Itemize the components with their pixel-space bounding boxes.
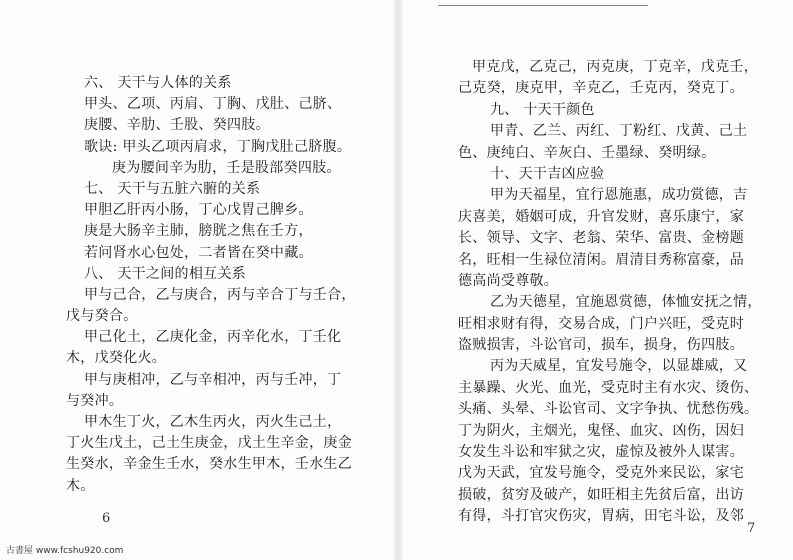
section-heading: 九、 十天干颜色 (490, 101, 595, 118)
left-page-text (66, 73, 384, 497)
text-line: 若问肾水心包处，二者皆在癸中藏。 (84, 244, 313, 261)
section-heading: 十、天干吉凶应验 (490, 165, 605, 182)
text-line: 甲与庚相冲，乙与辛相冲，丙与壬冲，丁 (84, 371, 342, 388)
text-line: 德高尚受尊敬。 (458, 272, 559, 289)
text-line: 名，旺相一生禄位清闲。眉清目秀称富豪，品 (458, 251, 744, 268)
text-line: 丁火生戊土，己土生庚金，戊土生辛金，庚金 (66, 435, 352, 452)
text-line: 有得，斗打官灾伤灾，胃病，田宅斗讼，及邻 (458, 508, 744, 525)
text-line: 甲与己合，乙与庚合，丙与辛合丁与壬合， (84, 286, 356, 303)
text-line: 甲青、乙兰、丙红、丁粉红、戊黄、己土 (490, 123, 748, 140)
text-line: 色、庚纯白、辛灰白、壬墨绿、癸明绿。 (458, 144, 716, 161)
text-line: 甲胆乙肝丙小肠，丁心戊胃己脾乡。 (84, 202, 313, 219)
text-line: 甲己化土，乙庚化金，丙辛化水，丁壬化 (84, 329, 342, 346)
footer-watermark: 古書屋 www.fcshu920.com (6, 546, 124, 556)
text-line: 主暴躁、火光、血光，受克时主有水灾、烫伤、 (458, 379, 759, 396)
text-line: 丁为阴火，主烟光，鬼怪、血灾、凶伤，因妇 (458, 422, 744, 439)
book-binding-shadow (392, 0, 404, 560)
page-number-left: 6 (102, 511, 111, 526)
text-line: 甲木生丁火，乙木生丙火，丙火生己土， (84, 414, 342, 430)
text-line: 与癸冲。 (66, 392, 124, 409)
text-line: 庚腰、辛肋、壬股、癸四肢。 (84, 117, 270, 134)
section-heading: 七、 天干与五脏六腑的关系 (84, 180, 261, 197)
right-page-text (458, 57, 776, 528)
text-line: 木。 (66, 477, 95, 494)
text-line: 甲为天福星，宜行恩施惠，成功赏德，吉 (490, 187, 748, 204)
text-line: 乙为天德星，宜施恩赏德，体恤安抚之情， (490, 294, 762, 311)
text-line: 歌诀: 甲头乙项丙肩求，丁胸戊肚己脐腹。 (84, 138, 352, 155)
text-line: 木，戊癸化火。 (66, 350, 167, 367)
section-heading: 八、 天干之间的相互关系 (84, 265, 247, 282)
text-line: 庚是大肠辛主肺，膀胱之焦在壬方， (84, 223, 313, 240)
top-rule (438, 5, 648, 6)
text-line: 庆喜美，婚姻可成，升官发财，喜乐康宁，家 (458, 208, 744, 225)
text-line: 戊与癸合。 (66, 308, 138, 325)
page-number-right: 7 (747, 521, 756, 536)
text-line: 损破，贫穷及破产，如旺相主先贫后富，出访 (458, 486, 744, 503)
text-line: 头痛、头晕、斗讼官司、文字争执、忧愁伤残。 (458, 401, 759, 418)
text-line: 女发生斗讼和牢狱之灾，虚惊及被外人谋害。 (458, 444, 744, 461)
text-line: 生癸水，辛金生壬水，癸水生甲木，壬水生乙 (66, 456, 352, 473)
text-line: 旺相求财有得，交易合成，门户兴旺，受克时 (458, 315, 744, 332)
text-line: 盗贼损害，斗讼官司，损车，损身，伤四肢。 (458, 337, 744, 354)
text-line: 戊为天武，宜发号施令，受克外来民讼，家宅 (458, 465, 744, 482)
text-line: 己克癸，庚克甲，辛克乙，壬克丙，癸克丁。 (458, 80, 744, 97)
section-heading: 六、 天干与人体的关系 (84, 75, 232, 91)
text-line: 长、领导、文字、老翁、荣华、富贵、金榜题 (458, 230, 744, 247)
text-line: 甲头、乙项、丙肩、丁胸、戊肚、己脐、 (84, 96, 342, 113)
text-line: 丙为天威星，宜发号施令，以显雄威，又 (490, 358, 748, 375)
text-line: 甲克戊，乙克己，丙克庚，丁克辛，戊克壬， (472, 59, 758, 75)
text-line: 庚为腰间辛为肋，壬是股部癸四肢。 (112, 159, 341, 176)
